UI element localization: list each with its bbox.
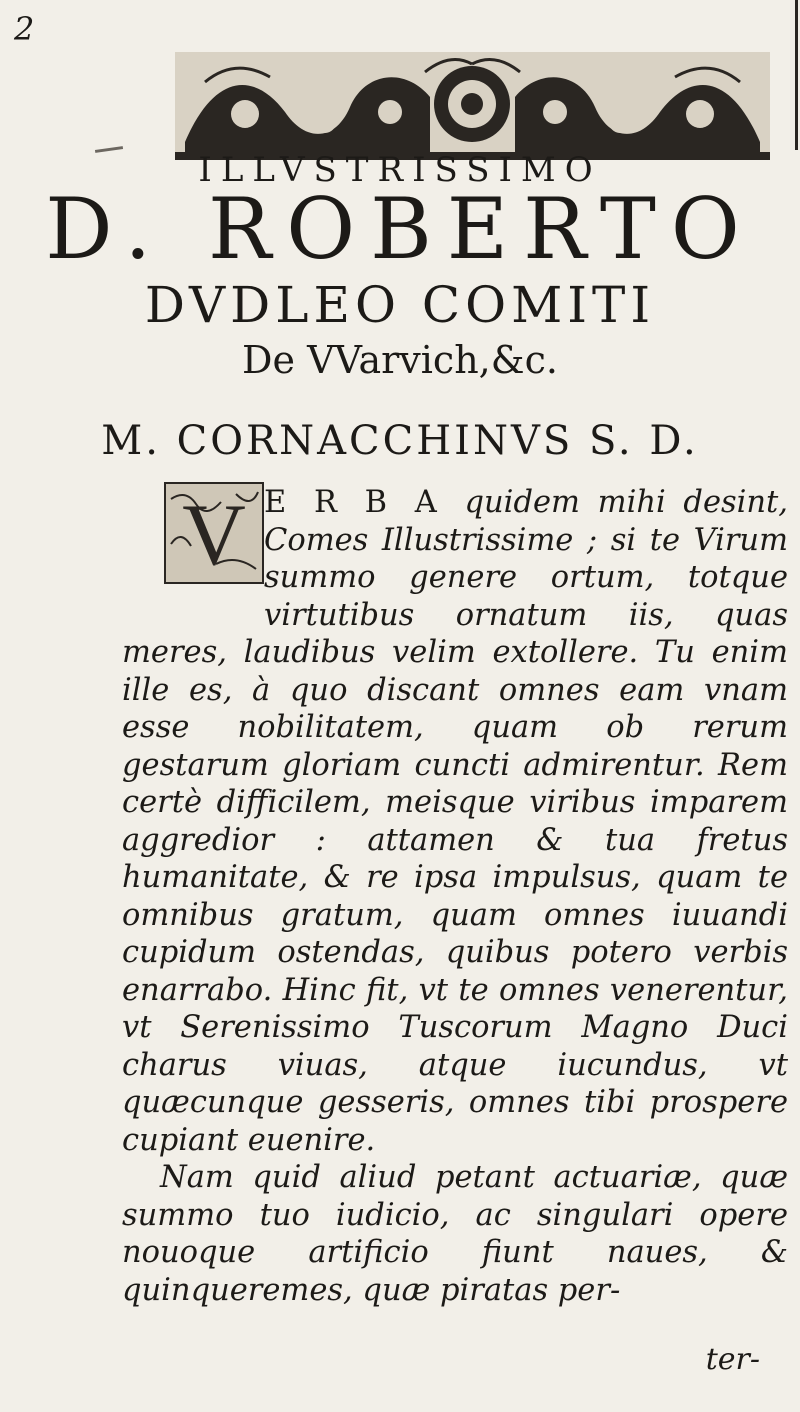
- opening-capitals: E R B A: [264, 485, 465, 520]
- dedication-title-line4: De VVarvich,&c.: [242, 338, 558, 382]
- dedication-title-line1: ILLVSTRISSIMO: [198, 150, 602, 190]
- dedication-title-line3: DVDLEO COMITI: [144, 276, 656, 334]
- author-salutation: M. CORNACCHINVS S. D.: [101, 418, 699, 464]
- page-number: 2: [14, 10, 35, 48]
- ornamental-headpiece-icon: [175, 52, 770, 160]
- initial-letter: V: [182, 487, 246, 582]
- second-paragraph: Nam quid aliud petant actuariæ, quæ summo tuo iudicio, ac singulari opere nouoque artificio fiunt naues, & quinqueremes, quæ piratas per-: [122, 1160, 788, 1308]
- catchword: ter-: [705, 1342, 760, 1377]
- first-paragraph: [122, 484, 788, 1159]
- dedication-title-line2: D. ROBERTO: [45, 180, 755, 278]
- page-edge-rule: [795, 0, 798, 150]
- body-text: [122, 484, 788, 1309]
- first-paragraph-text: quidem mihi desint, Comes Illustrissime ; si te Virum summo genere ortum, totque virtutibus ornatum iis, quas meres, laudibus velim extollere. Tu enim ille es, à quo discant omnes eam vnam esse nobilitatem, quam ob rerum gestarum gloriam cuncti admirentur. Rem certè difficilem, meisque viribus imparem aggredior : attamen & tua fretus humanitate, & re ipsa impulsus, quam te omnibus gratum, quam omnes iuuandi cupidum ostendas, quibus potero verbis enarrabo. Hinc fit, vt te omnes venerentur, vt Serenissimo Tuscorum Magno Duci charus viuas, atque iucundus, vt quæcunque gesseris, omnes tibi prospere cupiant euenire.: [122, 485, 788, 1158]
